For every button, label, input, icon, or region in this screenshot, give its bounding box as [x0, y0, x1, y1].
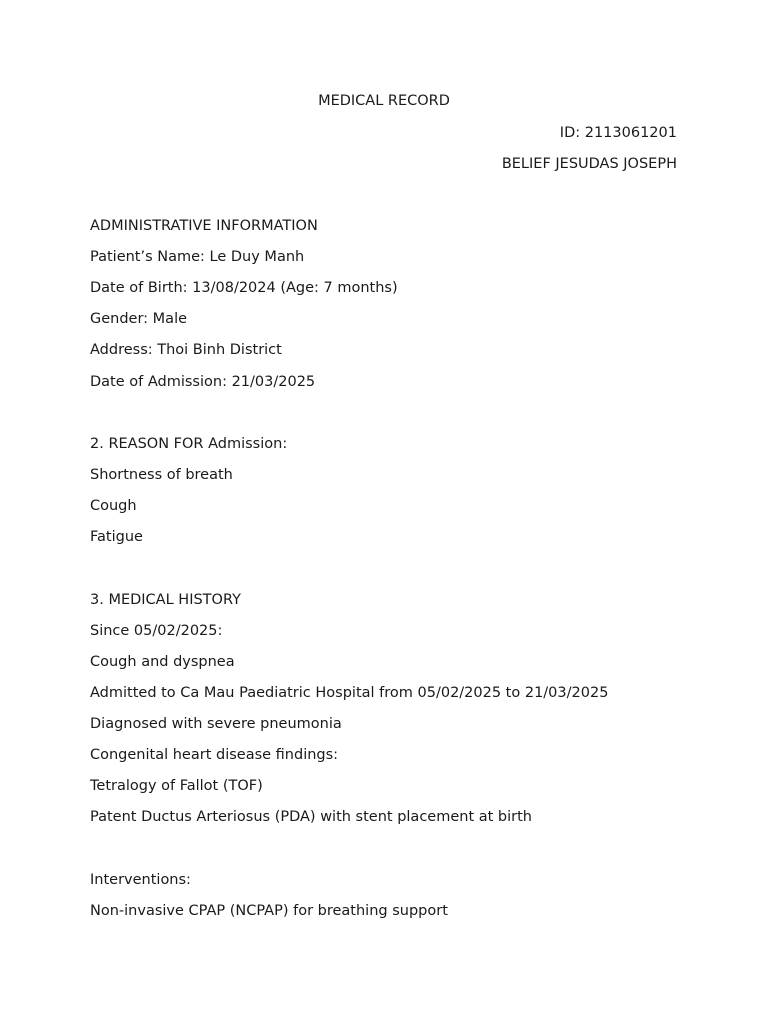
record-id: ID: 2113061201 [559, 125, 677, 141]
gender: Gender: Male [90, 311, 188, 327]
reason-item: Fatigue [90, 529, 143, 545]
address: Address: Thoi Binh District [90, 342, 282, 358]
history-line: Since 05/02/2025: [90, 623, 223, 639]
section-heading-administrative: ADMINISTRATIVE INFORMATION [90, 218, 318, 234]
intervention-line: Non-invasive CPAP (NCPAP) for breathing support [90, 903, 448, 919]
admission-date: Date of Admission: 21/03/2025 [90, 374, 316, 390]
history-line: Cough and dyspnea [90, 654, 235, 670]
patient-name: Patient’s Name: Le Duy Manh [90, 249, 305, 265]
history-line: Admitted to Ca Mau Paediatric Hospital from 05/02/2025 to 21/03/2025 [90, 685, 609, 701]
history-line: Congenital heart disease findings: [90, 747, 339, 763]
history-line: Diagnosed with severe pneumonia [90, 716, 342, 732]
section-heading-interventions: Interventions: [90, 872, 191, 888]
section-heading-history: 3. MEDICAL HISTORY [90, 592, 241, 608]
history-line: Patent Ductus Arteriosus (PDA) with stent placement at birth [90, 809, 532, 825]
document-title: MEDICAL RECORD [318, 93, 450, 109]
date-of-birth: Date of Birth: 13/08/2024 (Age: 7 months) [90, 280, 398, 296]
reason-item: Cough [90, 498, 137, 514]
section-heading-reason: 2. REASON FOR Admission: [90, 436, 288, 452]
history-line: Tetralogy of Fallot (TOF) [90, 778, 263, 794]
author-name: BELIEF JESUDAS JOSEPH [501, 156, 677, 172]
reason-item: Shortness of breath [90, 467, 233, 483]
